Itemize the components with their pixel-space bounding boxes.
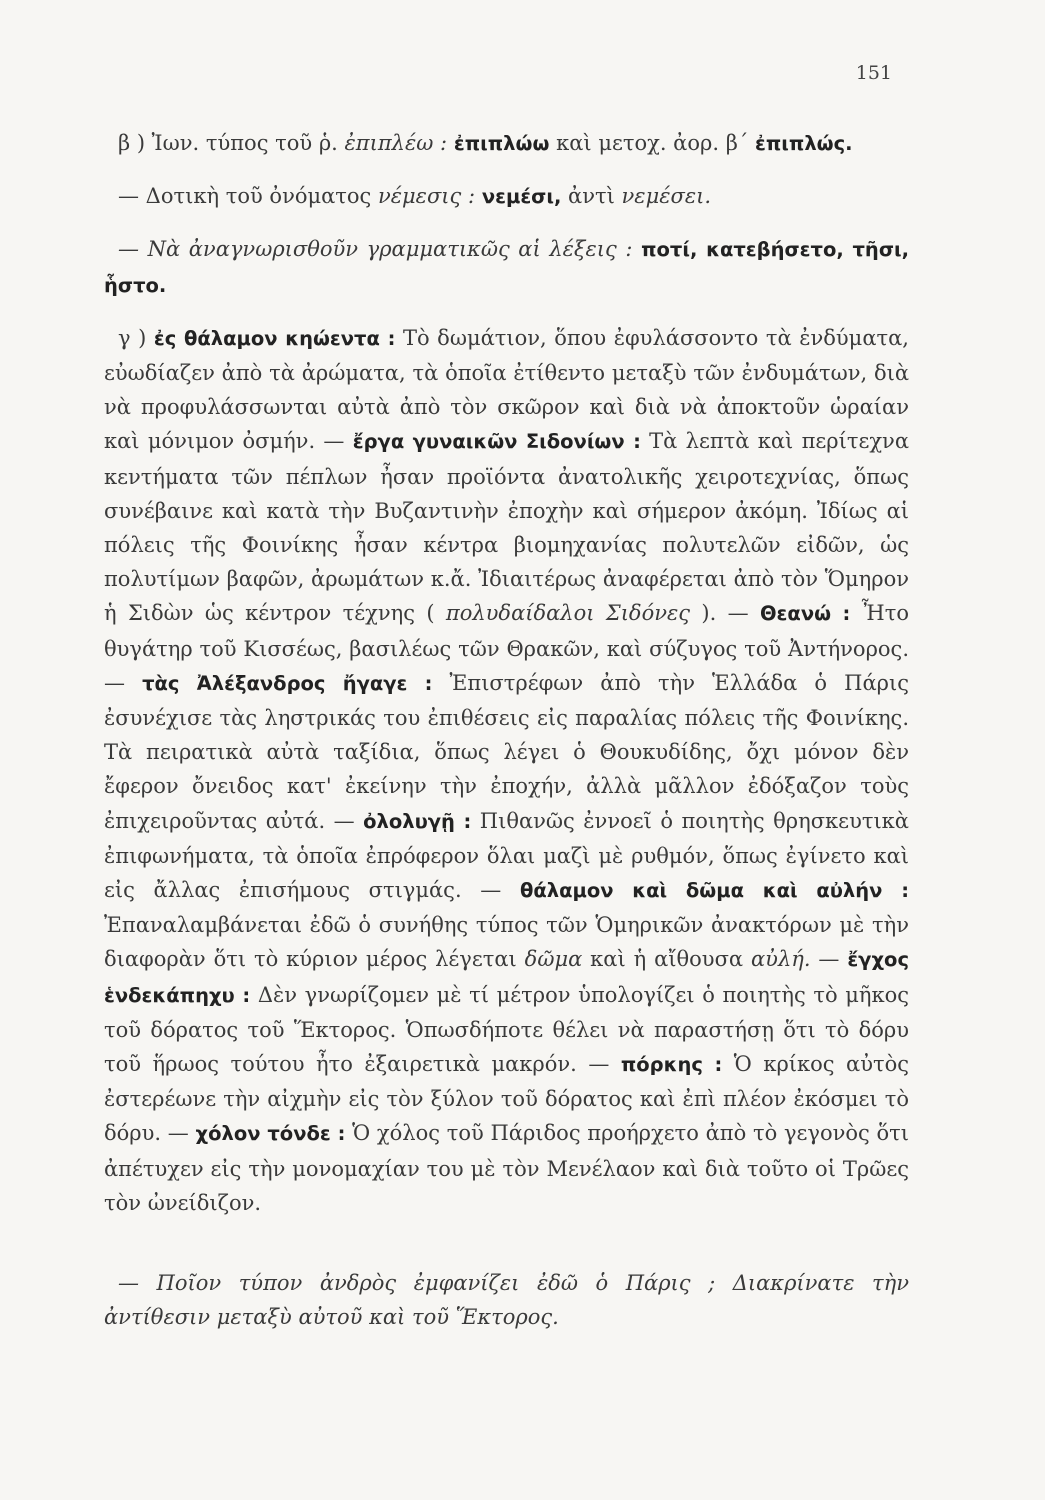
paragraph-dative xyxy=(104,179,909,214)
text-span: ἀντὶ xyxy=(561,184,622,209)
paragraph-gamma xyxy=(104,321,909,1220)
text-span: — xyxy=(810,947,848,972)
text-span: καὶ μετοχ. ἀορ. β΄ xyxy=(549,131,756,155)
text-span: Ὁ χόλος τοῦ Πάριδος προήρχετο ἀπὸ τὸ γεγονὸς ὅτι ἀπέτυχεν εἰς τὴν μονομαχίαν του μὲ τὸν Μενέλαον καὶ διὰ τοῦτο οἱ Τρῶες τὸν ὠνείδιζον. xyxy=(104,1121,909,1215)
text-span: Δὲν γνωρίζομεν μὲ τί μέτρον ὑπολογίζει ὁ ποιητὴς τὸ μῆκος τοῦ δόρατος τοῦ Ἕκτορος. Ὁπωσδήποτε θέλει νὰ παραστήσῃ ὅτι τὸ δόρυ τοῦ ἥρωος τούτου ἦτο ἐξαιρετικὰ μακρόν. — xyxy=(104,982,909,1077)
italic-question: — Ποῖον τύπον ἀνδρὸς ἐμφανίζει ἐδῶ ὁ Πάρις ; Διακρίνατε τὴν ἀντίθεσιν μεταξὺ αὐτοῦ καὶ τοῦ Ἕκτορος. xyxy=(104,1271,909,1330)
bold-term: ὀλολυγῇ : xyxy=(363,809,472,833)
paragraph-question xyxy=(104,1266,909,1334)
italic-question: — Νὰ ἀναγνωρισθοῦν γραμματικῶς αἱ λέξεις : xyxy=(118,237,633,262)
text-span: ). — xyxy=(690,601,760,626)
italic-term: νέμεσις : xyxy=(378,184,476,209)
page-number: 151 xyxy=(855,62,892,84)
bold-term: ἔγχος ἑνδεκάπηχυ : xyxy=(104,948,909,1007)
paragraph-grammar xyxy=(104,232,909,302)
text-span: Τὰ λεπτὰ καὶ περίτεχνα κεντήματα τῶν πέπλων ἦσαν προϊόντα ἀνατολικῆς χειροτεχνίας, ὅπως συνέβαινε καὶ κατὰ τὴν Βυζαντινὴν ἐποχὴν καὶ σήμερον ἀκόμη. Ἰδίως αἱ πόλεις τῆς Φοινίκης ἦσαν κέντρα βιομηχανίας πολυτελῶν εἰδῶν, ὡς πολυτίμων βαφῶν, ἀρωμάτων κ.ἄ. Ἰδιαιτέρως ἀναφέρεται ἀπὸ τὸν Ὅμηρον ἡ Σιδὼν ὡς κέντρον τέχνης ( xyxy=(104,429,909,626)
italic-term: αὐλή. xyxy=(751,947,811,972)
text-span: καὶ ἡ αἴθουσα xyxy=(582,947,751,972)
text-span: Τὸ δωμάτιον, ὅπου ἐφυλάσσοντο τὰ ἐνδύματα, εὐωδίαζεν ἀπὸ τὰ ἀρώματα, τὰ ὁποῖα ἐτίθεντο μεταξὺ τῶν ἐνδυμάτων, διὰ νὰ προφυλάσσωνται αὐτὰ ἀπὸ τὸν σκῶρον καὶ διὰ νὰ ἀποκτοῦν ὡραίαν καὶ μόνιμον ὀσμήν. — xyxy=(104,325,909,454)
text-span: γ ) xyxy=(118,325,154,350)
bold-term: νεμέσι, xyxy=(475,185,562,209)
bold-term: ἐπιπλώω xyxy=(447,132,550,155)
commentary-text xyxy=(104,126,909,1335)
bold-term: θάλαμον καὶ δῶμα καὶ αὐλήν : xyxy=(519,879,909,903)
text-span: Ὁ κρίκος αὐτὸς ἐστερέωνε τὴν αἰχμὴν εἰς τὸν ξύλον τοῦ δόρατος καὶ ἐπὶ πλέον ἐκόσμει τὸ δόρυ. — xyxy=(104,1052,910,1146)
text-span: β ) Ἰων. τύπος τοῦ ῥ. xyxy=(118,131,345,155)
paragraph-beta xyxy=(104,126,909,161)
text-span: Πιθανῶς ἐννοεῖ ὁ ποιητὴς θρησκευτικὰ ἐπιφωνήματα, τὰ ὁποῖα ἐπρόφερον ὅλαι μαζὶ μὲ ρυθμόν, ὅπως ἐγίνετο καὶ εἰς ἄλλας ἐπισήμους στιγμάς. — xyxy=(104,808,909,903)
bold-term: ἐς θάλαμον κηώεντα : xyxy=(153,326,396,350)
bold-term: ποτί, κατεβήσετο, τῆσι, ἧστο. xyxy=(104,238,910,297)
text-span: Ἐπαναλαμβάνεται ἐδῶ ὁ συνήθης τύπος τῶν Ὁμηρικῶν ἀνακτόρων μὲ τὴν διαφορὰν ὅτι τὸ κύριον μέρος λέγεται xyxy=(104,913,909,972)
bold-term: πόρκης : xyxy=(620,1053,723,1077)
bold-term: ἔργα γυναικῶν Σιδονίων : xyxy=(352,430,641,454)
italic-term: πολυδαίδαλοι Σιδόνες xyxy=(445,601,691,626)
bold-term: τὰς Ἀλέξανδρος ἤγαγε : xyxy=(142,671,433,695)
bold-term: ἐπιπλώς. xyxy=(755,132,853,155)
italic-term: δῶμα xyxy=(524,947,583,972)
italic-term: νεμέσει. xyxy=(621,184,711,209)
text-span: — Δοτικὴ τοῦ ὀνόματος xyxy=(118,184,378,209)
text-span: Ἐπιστρέφων ἀπὸ τὴν Ἑλλάδα ὁ Πάρις ἐσυνέχισε τὰς ληστρικάς του ἐπιθέσεις εἰς παραλίας πόλεις τῆς Φοινίκης. Τὰ πειρατικὰ αὐτὰ ταξίδια, ὅπως λέγει ὁ Θουκυδίδης, ὄχι μόνον δὲν ἔφερον ὄνειδος κατ' ἐκείνην τὴν ἐποχήν, ἀλλὰ μᾶλλον ἐδόξαζον τοὺς ἐπιχειροῦντας αὐτά. — xyxy=(104,670,909,833)
italic-term: ἐπιπλέω : xyxy=(344,131,448,155)
bold-term: Θεανώ : xyxy=(759,602,851,626)
bold-term: χόλον τόνδε : xyxy=(195,1122,346,1146)
text-span: Ἦτο θυγάτηρ τοῦ Κισσέως, βασιλέως τῶν Θρακῶν, καὶ σύζυγος τοῦ Ἀντήνορος. — xyxy=(104,601,909,695)
